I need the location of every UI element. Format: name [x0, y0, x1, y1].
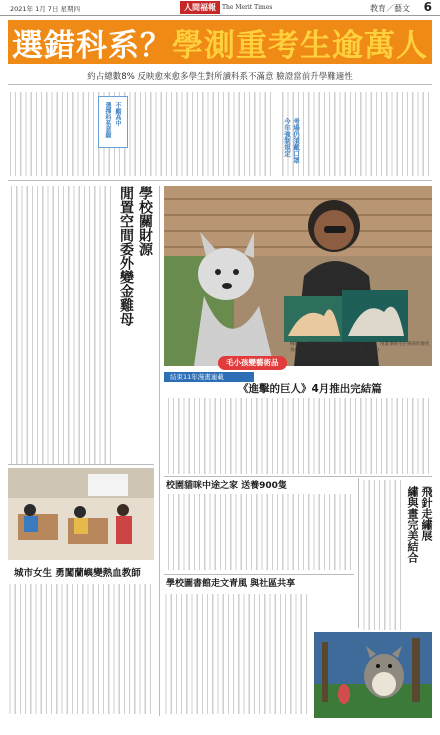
masthead	[0, 0, 440, 16]
divider	[164, 574, 354, 575]
divider	[358, 478, 359, 628]
page-headline	[8, 20, 432, 64]
photo-embroidery-art-image	[314, 632, 432, 718]
story2-title-1: 學校關財源	[137, 186, 153, 256]
photo-caption: 桃園高中畢業學生在校門口附近設立工作室，用畫筆將毛小孩的形象化為藝術品，不少飼主愛不釋手。(攝影／記者)	[290, 342, 430, 353]
photo-embroidery-art	[314, 632, 432, 718]
story4-body	[164, 398, 432, 474]
story6-body	[164, 594, 310, 714]
story5-body	[164, 494, 354, 570]
subheadline: 約占總數8% 反映愈來愈多學生對所讀科系不滿意 臉證當前升學難適性	[87, 72, 353, 82]
divider	[8, 464, 154, 465]
side-title-choose	[114, 102, 121, 146]
photo-classroom-image	[8, 468, 154, 560]
divider	[164, 476, 432, 477]
story4-title: 《進擊的巨人》4月推出完結篇	[238, 383, 382, 395]
story2-title-2: 閒置空間委外變金雞母	[118, 186, 134, 326]
side-title-choose-1: 不顧高中	[114, 102, 121, 126]
side-title-choose-b	[104, 102, 111, 146]
photo-classroom	[8, 468, 154, 560]
story3-body	[8, 584, 154, 714]
photo-label: 毛小孩變藝術品	[218, 356, 287, 370]
story5-title: 校園貓咪中途之家 送養900隻	[166, 481, 287, 491]
side-title-exam-b	[283, 118, 291, 178]
story3-title: 城市女生 勇闖蘭嶼變熱血教師	[14, 568, 141, 579]
side-title-exam-1: 考場仍須戴口罩	[292, 118, 300, 164]
divider	[8, 84, 432, 85]
photo-pet-art	[164, 186, 432, 366]
pull-quote-box	[98, 96, 128, 148]
newspaper-logo: 人間福報	[180, 1, 220, 14]
story7-title-2: 繡與畫完美結合	[406, 486, 419, 563]
newspaper-logo-en: The Merit Times	[222, 4, 273, 11]
section-name: 教育／藝文	[370, 4, 410, 13]
story6-title: 學校圖書館走文青風 與社區共享	[166, 579, 296, 589]
story7-body	[360, 480, 404, 630]
story7-title-1: 飛針走繡展	[420, 486, 433, 541]
headline-part2: 學測重考生逾萬人	[172, 27, 428, 64]
page-number: 6	[423, 0, 432, 14]
side-title-exam-2: 今年強制規定	[283, 118, 291, 157]
story2-body	[8, 186, 114, 464]
side-title-choose-2: 選擇科系意願	[104, 102, 111, 138]
story4-banner: 結束11年漫畫連載	[164, 372, 254, 382]
headline-part1: 選錯科系？	[12, 27, 172, 64]
photo-pet-art-image	[164, 186, 432, 366]
issue-date: 2021年 1月 7日 星期四	[10, 5, 81, 13]
side-title-exam	[292, 118, 300, 178]
body-text-block	[8, 92, 274, 176]
divider	[8, 180, 432, 181]
divider	[159, 186, 160, 716]
body-text-block	[278, 92, 432, 176]
